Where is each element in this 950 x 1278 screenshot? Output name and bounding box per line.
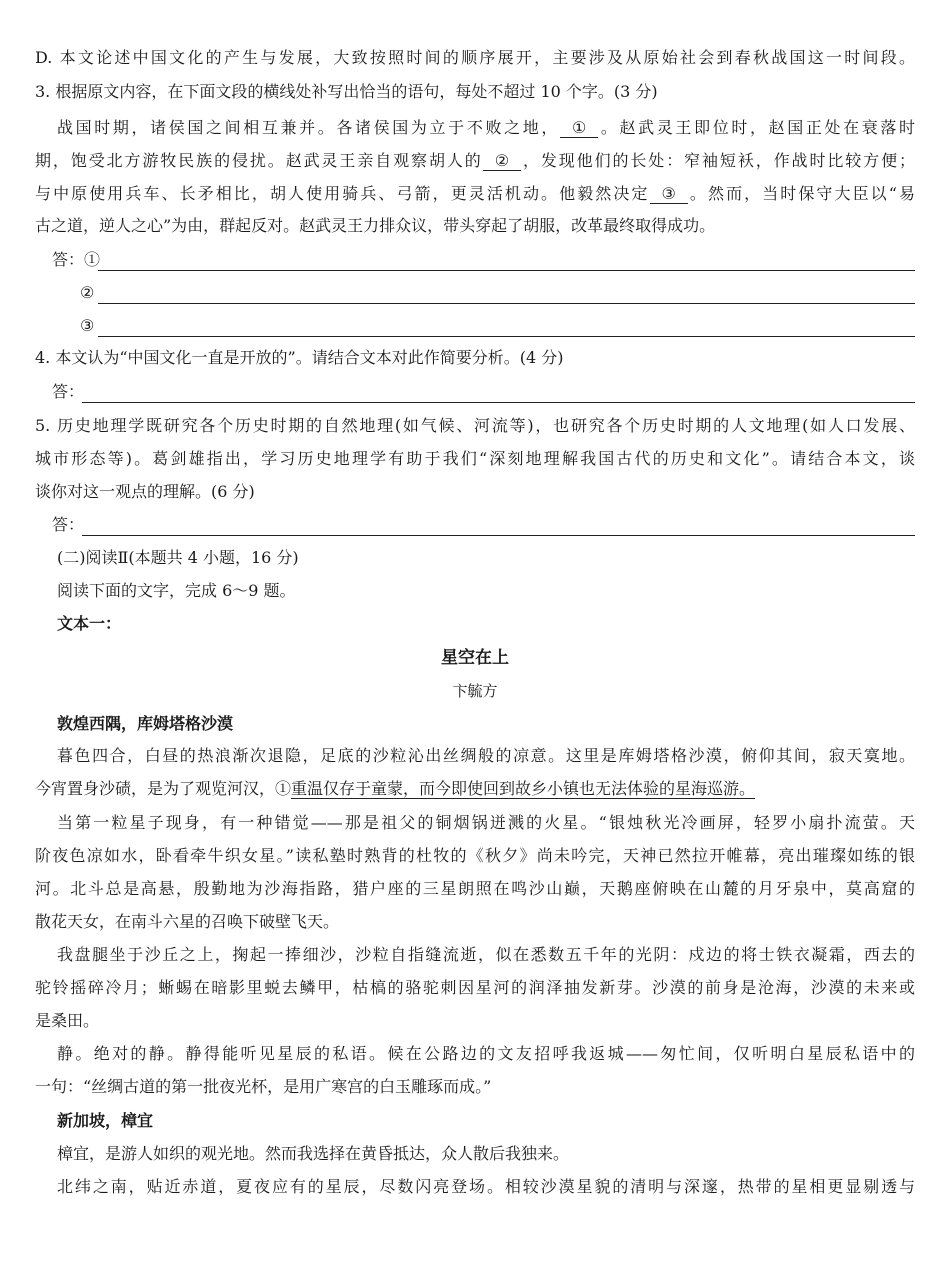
q3-blank-3: ③ xyxy=(650,185,688,204)
q3-answer-3-label: ③ xyxy=(80,316,95,335)
subheading-singapore: 新加坡，樟宜 xyxy=(57,1111,154,1130)
q5-stem-line-2: 城市形态等)。葛剑雄指出，学习历史地理学有助于我们“深刻地理解我国古代的历史和文化”。请结合本文，谈 xyxy=(35,449,915,468)
para-2-line-3: 河。北斗总是高悬，殷勤地为沙海指路，猎户座的三星朗照在鸣沙山巅，天鹅座俯映在山麓的月牙泉中，莫高窟的 xyxy=(35,879,915,898)
q2-option-d: D. 本文论述中国文化的产生与发展，大致按照时间的顺序展开，主要涉及从原始社会到春秋战国这一时间段。 xyxy=(35,48,915,67)
para-6-line-1: 北纬之南，贴近赤道，夏夜应有的星辰，尽数闪亮登场。相较沙漠星貌的清明与深邃，热带的星相更显剔透与 xyxy=(57,1177,915,1196)
q5-answer-label: 答： xyxy=(52,515,85,534)
para-2-line-1: 当第一粒星子现身，有一种错觉——那是祖父的铜烟锅迸溅的火星。“银烛秋光冷画屏，轻罗小扇扑流萤。天 xyxy=(57,813,915,832)
q5-stem-line-3: 谈你对这一观点的理解。(6 分) xyxy=(35,482,255,501)
q3-answer-line-1[interactable] xyxy=(98,270,915,271)
q3-answer-1[interactable] xyxy=(52,249,915,271)
q3-blank-1: ① xyxy=(560,119,598,138)
q3-answer-3[interactable] xyxy=(52,315,915,337)
q3-answer-2-label: ② xyxy=(80,283,95,302)
q4-answer-label: 答： xyxy=(52,382,85,401)
para-1-line-1: 暮色四合，白昼的热浪渐次退隐，足底的沙粒沁出丝绸般的凉意。这里是库姆塔格沙漠，俯仰其间，寂天寞地。 xyxy=(57,746,915,765)
para-4-line-1: 静。绝对的静。静得能听见星辰的私语。候在公路边的文友招呼我返城——匆忙间，仅听明白星辰私语中的 xyxy=(57,1044,915,1063)
article-title: 星空在上 xyxy=(441,648,509,668)
article-author: 卞毓方 xyxy=(452,682,498,700)
para-4-line-2: 一句：“丝绸古道的第一批夜光杯，是用广寒宫的白玉雕琢而成。” xyxy=(35,1077,492,1096)
q3-stem: 3. 根据原文内容，在下面文段的横线处补写出恰当的语句，每处不超过 10 个字。(3 分) xyxy=(35,82,658,101)
q3-passage-line-3: 与中原使用兵车、长矛相比，胡人使用骑兵、弓箭，更灵活机动。他毅然决定 ③ 。然而，当时保守大臣以“易 xyxy=(35,184,915,203)
para-3-line-3: 是桑田。 xyxy=(35,1011,100,1030)
q3-passage-line-1: 战国时期，诸侯国之间相互兼并。各诸侯国为立于不败之地， ① 。赵武灵王即位时，赵国正处在衰落时 xyxy=(57,118,915,137)
q4-answer[interactable] xyxy=(52,381,915,403)
q3-passage-line-4: 古之道，逆人之心”为由，群起反对。赵武灵王力排众议，带头穿起了胡服，改革最终取得成功。 xyxy=(35,216,716,235)
q3-answer-label: 答：① xyxy=(52,250,101,269)
q3-passage-line-2: 期，饱受北方游牧民族的侵扰。赵武灵王亲自观察胡人的 ② ，发现他们的长处：窄袖短袄，作战时比较方便； xyxy=(35,151,915,170)
q3-answer-2[interactable] xyxy=(52,282,915,304)
q3-answer-line-2[interactable] xyxy=(98,303,915,304)
q3-answer-line-3[interactable] xyxy=(98,336,915,337)
para-5: 樟宜，是游人如织的观光地。然而我选择在黄昏抵达，众人散后我独来。 xyxy=(57,1144,570,1163)
para-2-line-2: 阶夜色凉如水，卧看牵牛织女星。”读私塾时熟背的杜牧的《秋夕》尚未吟完，天神已然拉开帷幕，亮出璀璨如练的银 xyxy=(35,846,915,865)
text-one-label: 文本一： xyxy=(57,614,122,633)
para-1-line-2: 今宵置身沙碛，是为了观览河汉，①重温仅存于童蒙，而今即使回到故乡小镇也无法体验的星海巡游。 xyxy=(35,779,756,798)
para-3-line-2: 驼铃摇碎冷月；蜥蜴在暗影里蜕去鳞甲，枯槁的骆驼刺因星河的润泽抽发新芽。沙漠的前身是沧海，沙漠的未来或 xyxy=(35,978,915,997)
underlined-sentence-1: 重温仅存于童蒙，而今即使回到故乡小镇也无法体验的星海巡游。 xyxy=(291,779,756,798)
q4-stem: 4. 本文认为“中国文化一直是开放的”。请结合文本对此作简要分析。(4 分) xyxy=(35,348,564,367)
section-heading: (二)阅读Ⅱ(本题共 4 小题，16 分) xyxy=(57,548,299,567)
q4-answer-line[interactable] xyxy=(82,402,915,403)
q5-stem-line-1: 5. 历史地理学既研究各个历史时期的自然地理(如气候、河流等)，也研究各个历史时期的人文地理(如人口发展、 xyxy=(35,416,915,435)
subheading-dunhuang: 敦煌西隅，库姆塔格沙漠 xyxy=(57,714,234,733)
q5-answer[interactable] xyxy=(52,514,915,536)
para-3-line-1: 我盘腿坐于沙丘之上，掬起一捧细沙，沙粒自指缝流逝，似在悉数五千年的光阴：戍边的将士铁衣凝霜，西去的 xyxy=(57,945,915,964)
q3-blank-2: ② xyxy=(483,152,521,171)
para-2-line-4: 散花天女，在南斗六星的召唤下破壁飞天。 xyxy=(35,912,340,931)
section-instruction: 阅读下面的文字，完成 6～9 题。 xyxy=(57,581,296,600)
q5-answer-line[interactable] xyxy=(82,535,915,536)
